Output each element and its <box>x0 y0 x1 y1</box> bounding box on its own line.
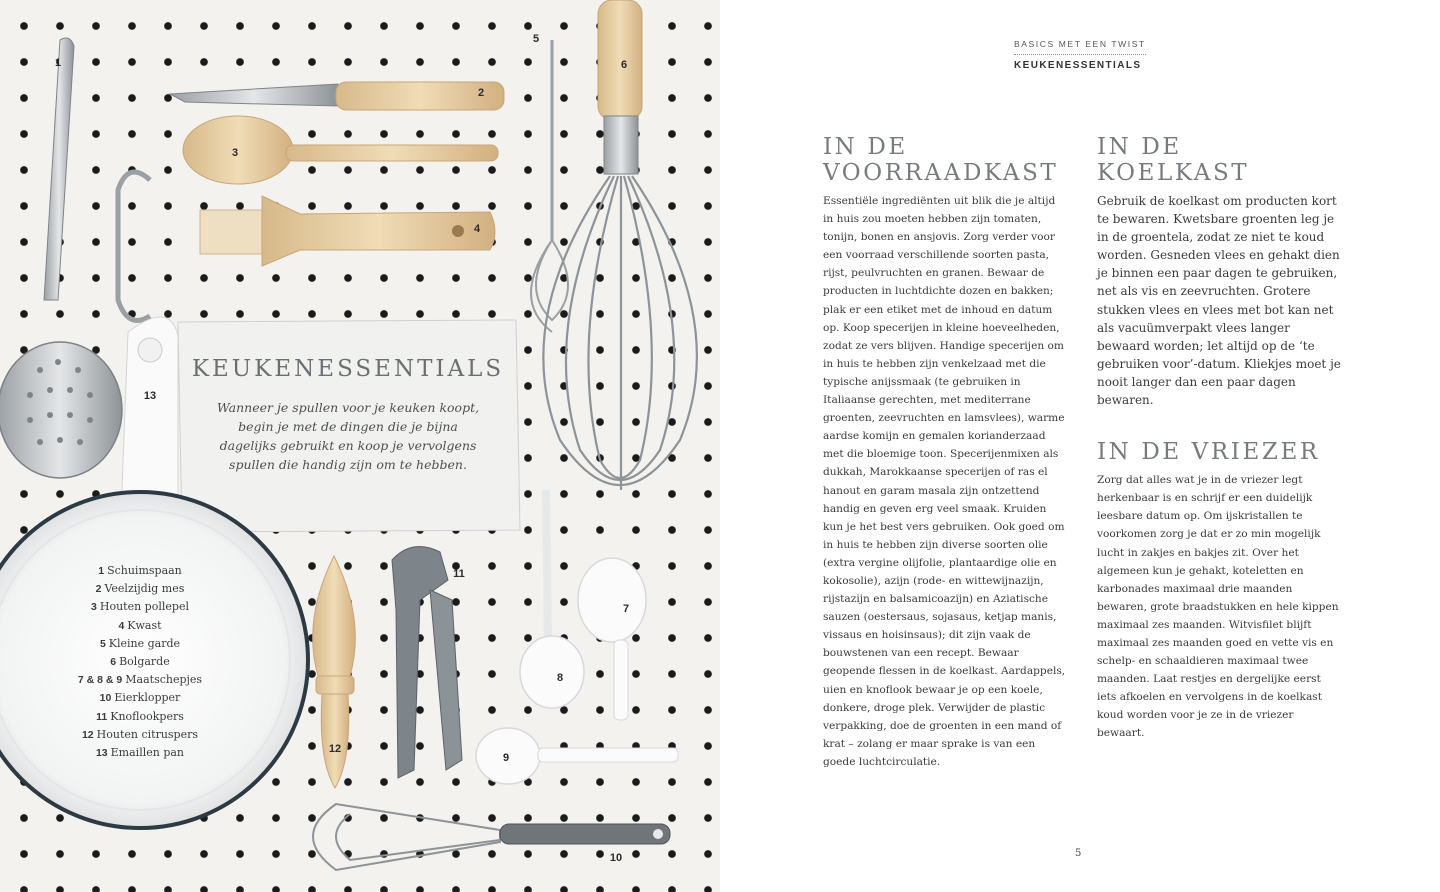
body-koelkast: Gebruik de koelkast om producten kort te bewaren. Kwetsbare groenten leg je in de groentela, zodat ze niet te koud worden. Gesneden vlees en gehakt dien je binnen een paar dagen te gebruiken, net als vis en zeevruchten. Grotere stukken vlees en vlees met bot kan net als vacuümverpakt vlees langer bewaard worden; let altijd op de ‘te gebruiken voor’-datum. Kliekjes moet je nooit langer dan een paar dagen bewaren. <box>1097 194 1341 408</box>
legend-label: Houten pollepel <box>99 600 189 614</box>
tool-legend <box>40 562 240 762</box>
legend-number: 10 <box>99 692 112 705</box>
legend-label: Schuimspaan <box>107 564 182 577</box>
tool-number-7: 7 <box>622 603 630 615</box>
tool-number-5: 5 <box>532 33 540 45</box>
legend-number: 2 <box>95 583 102 596</box>
legend-item <box>40 562 240 580</box>
heading-koelkast: IN DE KOELKAST <box>1097 134 1250 186</box>
legend-number: 6 <box>110 656 117 669</box>
legend-item <box>40 653 240 671</box>
legend-label: Bolgarde <box>119 655 170 669</box>
legend-label: Kwast <box>127 618 162 632</box>
chapter-label: KEUKENESSENTIALS <box>1014 60 1142 71</box>
column-voorraadkast <box>823 134 1068 771</box>
legend-item <box>40 689 240 707</box>
body-voorraadkast: Essentiële ingrediënten uit blik die je altijd in huis zou moeten hebben zijn tomaten, tonijn, bonen en ansjovis. Zorg verder voor een voorraad verschillende soorten pasta, rijst, peulvruchten en granen. Bewaar de producten in luchtdichte dozen en bakken; plak er een etiket met de inhoud en datum op. Koop specerijen in kleine hoeveelheden, zodat ze vers blijven. Handige specerijen om in huis te hebben zijn venkelzaad met die typische anijssmaak (te gebruiken in Italiaanse gerechten, met mediterrane groenten, zeevruchten en lamsvlees), warme aardse komijn en gemalen korianderzaad met die bloemige toon. Specerijenmixen als dukkah, Marokkaanse specerijen of ras el hanout en garam masala zijn ontzettend handig en geven erg veel smaak. Kruiden kun je het best vers gebruiken. Ook goed om in huis te hebben zijn diverse soorten olie (extra vergine olijfolie, plantaardige olie en kokosolie), azijn (rode- en wittewijnazijn, rijstazijn en balsamicoazijn) en Aziatische sauzen (oestersaus, sojasaus, ketjap manis, vissaus en hoisinsaus); dit zijn vaak de bouwstenen van een recept. Bewaar geopende flessen in de koelkast. Aardappels, uien en knoflook bewaar je op een koele, donkere, droge plek. Verwijder de plastic verpakking, doe de groenten in een mand of krat – zolang er maar sprake is van een goede luchtcirculatie. <box>823 195 1066 768</box>
tool-number-3: 3 <box>231 147 239 159</box>
measuring-spoons-icon <box>476 490 678 784</box>
tool-number-2: 2 <box>477 87 485 99</box>
legend-item <box>40 744 240 762</box>
tool-number-13: 13 <box>143 390 157 402</box>
legend-label: Kleine garde <box>108 636 181 650</box>
tool-number-1: 1 <box>54 57 62 69</box>
legend-item <box>40 598 240 616</box>
tool-number-11: 11 <box>453 568 465 580</box>
running-head <box>1014 32 1154 71</box>
legend-number: 7 & 8 & 9 <box>77 674 123 687</box>
legend-item <box>40 580 240 598</box>
heading-vriezer: IN DE VRIEZER <box>1097 439 1320 466</box>
small-whisk-icon <box>531 40 568 332</box>
sign-intro-text: Wanneer je spullen voor je keuken koopt, begin je met de dingen die je bijna dagelijks gebruikt en koop je vervolgens spullen die handig zijn om te hebben. <box>216 400 480 472</box>
s-hook-icon <box>118 172 150 320</box>
legend-number: 12 <box>81 728 94 741</box>
legend-number: 5 <box>99 637 106 650</box>
legend-label: Knoflookpers <box>110 709 184 723</box>
legend-label: Eierklopper <box>114 691 181 705</box>
legend-item <box>40 671 240 689</box>
body-vriezer: Zorg dat alles wat je in de vriezer legt herkenbaar is en schrijf er een duidelijk leesbare datum op. Om ijskristallen te voorkomen zorg je dat er zo min mogelijk lucht in zakjes en bakjes zit. Over het algemeen kun je gehakt, koteletten en karbonades maximaal drie maanden bewaren, grote braadstukken en hele kippen maximaal zes maanden. Witvisfilet blijft maximaal zes maanden goed en vette vis en schelp- en schaaldieren maximaal twee maanden. Laat restjes en dergelijke eerst iets afkoelen en vervolgens in de koelkast koud worden voor je ze in de vriezer bewaart. <box>1097 474 1339 740</box>
legend-item <box>40 617 240 635</box>
sign-panel <box>176 318 520 530</box>
garlic-press-icon <box>392 547 462 778</box>
tool-number-9: 9 <box>502 752 510 764</box>
legend-label: Maatschepjes <box>125 673 203 687</box>
legend-number: 4 <box>118 619 125 632</box>
legend-label: Veelzijdig mes <box>104 582 185 596</box>
legend-number: 1 <box>98 565 105 577</box>
tool-number-6: 6 <box>620 59 628 71</box>
legend-number: 13 <box>95 747 108 760</box>
legend-item <box>40 635 240 653</box>
tool-number-4: 4 <box>473 223 481 235</box>
section-label: BASICS MET EEN TWIST <box>1014 39 1146 55</box>
tool-number-12: 12 <box>328 743 342 755</box>
sign-title: KEUKENESSENTIALS <box>191 356 505 382</box>
tool-number-10: 10 <box>609 852 623 864</box>
pastry-brush-icon <box>200 196 495 266</box>
balloon-whisk-icon <box>543 0 697 490</box>
legend-label: Houten citruspers <box>96 727 199 741</box>
tool-number-8: 8 <box>556 672 564 684</box>
text-page <box>720 0 1440 892</box>
legend-item <box>40 708 240 726</box>
column-koelkast-vriezer <box>1097 134 1342 743</box>
legend-number: 11 <box>96 710 108 723</box>
knife-icon <box>170 82 504 110</box>
skimmer-spoon-icon <box>0 38 122 478</box>
legend-label: Emaillen pan <box>110 746 185 760</box>
page-number: 5 <box>1075 848 1082 859</box>
heading-voorraadkast: IN DE VOORRAADKAST <box>823 134 1059 186</box>
legend-number: 3 <box>91 601 97 614</box>
legend-item <box>40 726 240 744</box>
